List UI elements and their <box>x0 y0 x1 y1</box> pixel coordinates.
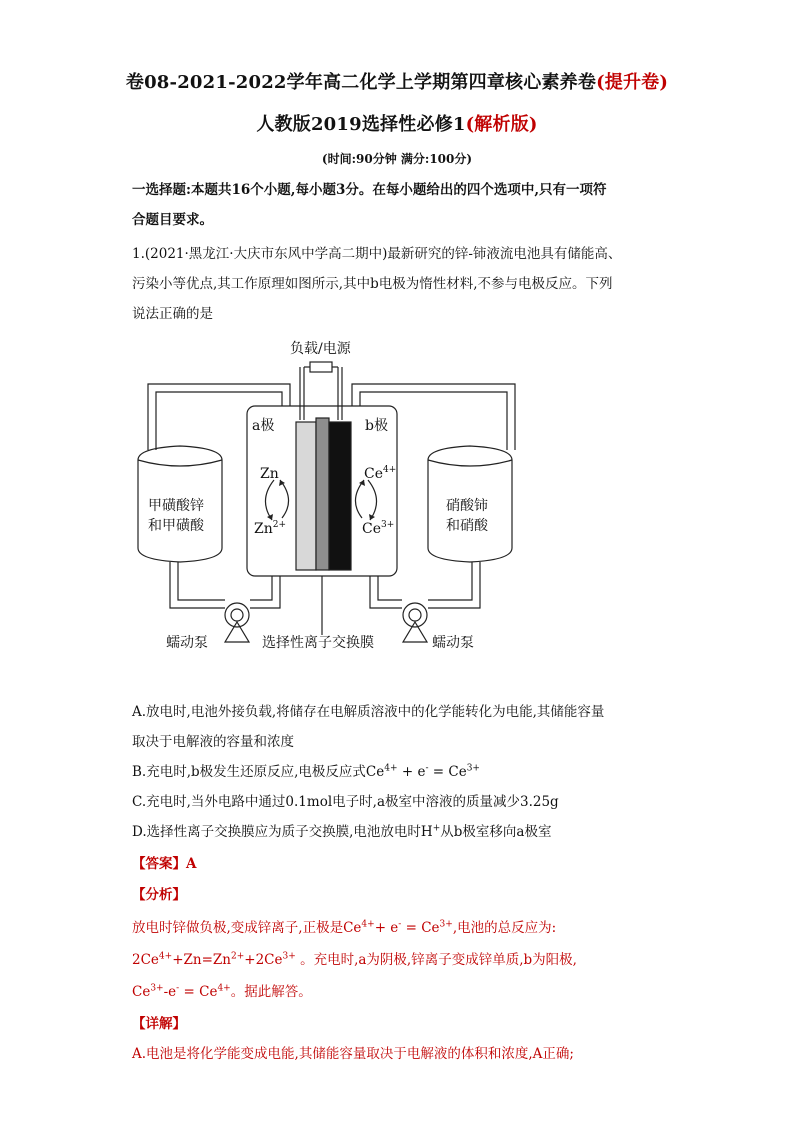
electrode-b-label: b极 <box>365 418 388 434</box>
detail-line-1: A.电池是将化学能变成电能,其储能容量取决于电解液的体积和浓度,A正确; <box>132 1046 574 1062</box>
zn2-label: $Zn^{2+}$ <box>254 520 287 537</box>
membrane-label: 选择性离子交换膜 <box>262 635 374 651</box>
battery-diagram <box>130 330 530 660</box>
zn-label: Zn <box>260 466 279 482</box>
detail-label: 【详解】 <box>132 1016 186 1032</box>
question-1-line-2: 污染小等优点,其工作原理如图所示,其中b电极为惰性材料,不参与电极反应。下列 <box>132 276 613 292</box>
analysis-line-3: $Ce^{3+}-e^- = Ce^{4+}$。据此解答。 <box>132 983 312 1000</box>
option-b: B.充电时,b极发生还原反应,电极反应式$Ce^{4+} + e^- = Ce^{3+}$ <box>132 763 480 780</box>
right-tank-label-1: 硝酸铈 <box>446 498 488 514</box>
right-tank-label-2: 和硝酸 <box>446 518 488 534</box>
option-a-line-1: A.放电时,电池外接负载,将储存在电解质溶液中的化学能转化为电能,其储能容量 <box>132 704 605 720</box>
left-tank-label-1: 甲磺酸锌 <box>148 498 204 514</box>
title-line-1 <box>0 68 794 94</box>
subtitle-tag: (解析版) <box>465 114 538 135</box>
left-tank-label-2: 和甲磺酸 <box>148 518 204 534</box>
ce4-label: $Ce^{4+}$ <box>364 465 397 482</box>
title-line-2 <box>0 110 794 136</box>
answer: 【答案】A <box>132 856 197 872</box>
analysis-line-2: $2Ce^{4+}+Zn=Zn^{2+}+2Ce^{3+}$ 。充电时,a为阴极,锌离子变成锌单质,b为阳极, <box>132 951 577 968</box>
title-tag: (提升卷) <box>596 72 669 93</box>
subtitle-main: 人教版2019选择性必修1 <box>256 114 466 135</box>
electrode-a-label: a极 <box>252 418 275 434</box>
load-label: 负载/电源 <box>290 341 351 357</box>
option-d: D.选择性离子交换膜应为质子交换膜,电池放电时H+从b极室移向a极室 <box>132 823 552 840</box>
analysis-line-1: 放电时锌做负极,变成锌离子,正极是$Ce^{4+}+ e^- = Ce^{3+}$,电池的总反应为: <box>132 919 557 936</box>
section-header-1: 一选择题:本题共16个小题,每小题3分。在每小题给出的四个选项中,只有一项符 <box>132 182 607 198</box>
option-a-line-2: 取决于电解液的容量和浓度 <box>132 734 294 750</box>
question-1-line-3: 说法正确的是 <box>132 306 213 322</box>
option-c: C.充电时,当外电路中通过0.1mol电子时,a极室中溶液的质量减少3.25g <box>132 794 559 810</box>
question-1-line-1: 1.(2021·黑龙江·大庆市东风中学高二期中)最新研究的锌‑铈液流电池具有储能高、 <box>132 246 622 262</box>
analysis-label: 【分析】 <box>132 887 186 903</box>
title-main: 卷08-2021-2022学年高二化学上学期第四章核心素养卷 <box>125 72 597 93</box>
ce3-label: $Ce^{3+}$ <box>362 520 395 537</box>
section-header-2: 合题目要求。 <box>132 212 213 228</box>
exam-info: (时间:90分钟 满分:100分) <box>321 152 473 166</box>
pump-right-label: 蠕动泵 <box>432 635 474 651</box>
pump-left-label: 蠕动泵 <box>166 635 208 651</box>
